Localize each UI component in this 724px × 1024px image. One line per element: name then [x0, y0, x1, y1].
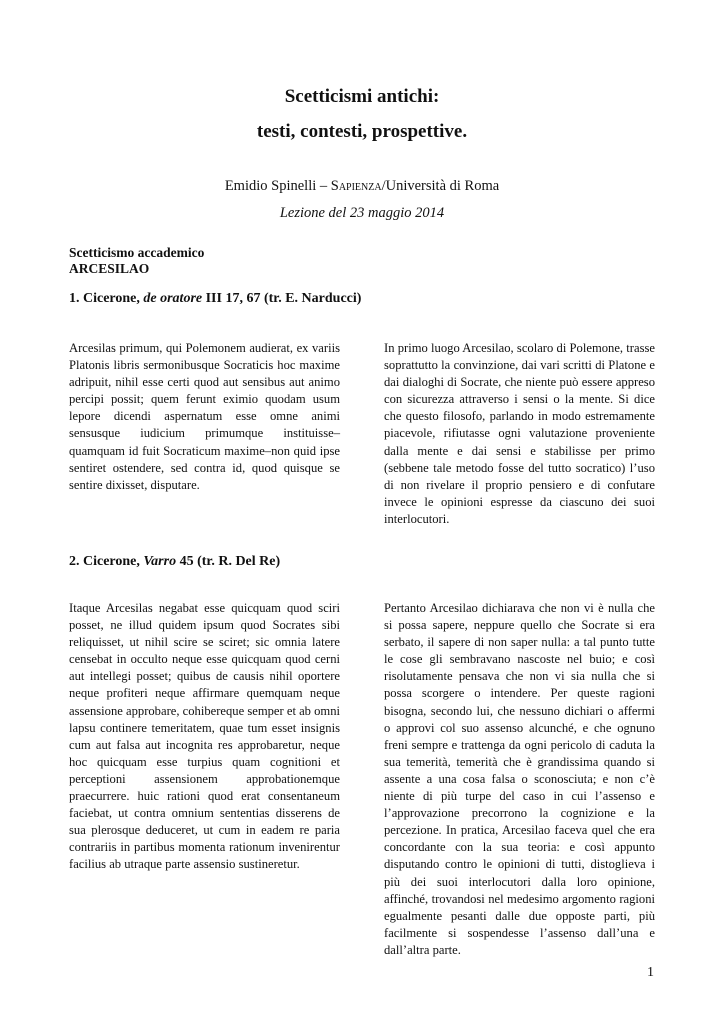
passage-2-latin-text: Itaque Arcesilas negabat esse quicquam quod sciri posset, ne illud quidem ipsum quod Socrates sibi reliquisset, ut nihil scire se sciret; sic omnia latere censebat in occulto neque esse quicquam quod cerni aut intellegi posset; quibus de causis nihil oportere neque profiteri neque affirmare quemquam neque assensione approbare, cohibereque semper et ab omni lapsu continere temeritatem, quae tum esset insignis cum aut falsa aut incognita res approbaretur, neque hoc quicquam esse turpius quam cognitioni et perceptioni assensionem approbationemque praecurrere. huic rationi quod erat consentaneum faciebat, ut contra omnium sententias disserens de sua plerosque deduceret, ut cum in eadem re paria contrariis in partibus momenta rationum invenirentur facilius ab utraque parte assensio sustineretur.: [69, 601, 341, 872]
passage-2-heading-work: Varro: [143, 554, 177, 569]
passage-1-heading: [69, 291, 361, 307]
passage-2-italian-text: Pertanto Arcesilao dichiarava che non vi è nulla che si possa sapere, neppure quello che Socrate si era serbato, il sapere di non saper nulla: a tal punto tutte le cose gli sembravano nascoste nel buio; e così risolutamente pensava che non vi sia nulla che si possa scorgere o intendere. Per queste ragioni bisogna, secondo lui, che nessuno dichiari o affermi o approvi col suo assenso alcunché, e che ognuno freni sempre e trattenga da ogni pericolo di caduta la sua temerità, temerità che è grandissima quando si assente a una cosa falsa o sconosciuta; e non c’è niente di più turpe del caso in cui l’assenso e l’approvazione precorrono la cognizione e la percezione. In pratica, Arcesilao faceva quel che era concordante con la sua teoria: e così appunto disputando contro le opinioni di tutti, distoglieva i più dei suoi interlocutori dalla loro opinione, affinché, trovandosi nel medesimo argomento ragioni egualmente pesanti dalle due opposte parti, più facilmente si sospendesse l’assenso dall’una e dall’altra parte.: [384, 601, 655, 957]
passage-2-heading: [69, 554, 280, 570]
author-name: Emidio Spinelli –: [224, 178, 331, 194]
passage-2-heading-prefix: 2. Cicerone,: [69, 554, 144, 569]
passage-2-heading-suffix: 45 (tr. R. Del Re): [176, 554, 281, 569]
passage-1-latin-text: Arcesilas primum, qui Polemonem audierat, ex variis Platonis libris sermonibusque Socraticis hoc maxime adripuit, nihil esse certi quod aut sensibus aut animo percipi possit; quem ferunt eximio quodam usum lepore dicendi aspernatum esse omne animi sensusque iudicium primumque instituisse–quamquam id fuit Socraticum maxime–non quid ipse sentiret ostendere, sed contra id, quod quisque se sentire dixisset, disputare.: [69, 341, 340, 492]
document-title: Scetticismi antichi:: [284, 86, 440, 107]
page-number: 1: [647, 965, 654, 980]
passage-1-heading-prefix: 1. Cicerone,: [69, 291, 144, 306]
passage-1-heading-work: de oratore: [143, 291, 203, 306]
document-subtitle: testi, contesti, prospettive.: [256, 121, 468, 142]
institution-smallcaps: Sapienza: [330, 178, 382, 194]
passage-1-italian-text: In primo luogo Arcesilao, scolaro di Polemone, trasse soprattutto la convinzione, dai vari scritti di Platone e dai dialoghi di Socrate, che niente può essere appreso con sicurezza attraverso i sensi o la mente. Si dice che questo filosofo, parlando in modo estremamente piacevole, rifiutasse ogni valutazione proveniente dalla mente e dai sensi e stabilisse per primo (sebbene tale metodo fosse del tutto socratico) l’uso di non rivelare il proprio pensiero e di confutare invece le opinioni espresse da ciascuno dei suoi interlocutori.: [384, 341, 655, 526]
institution-rest: /Università di Roma: [381, 178, 500, 194]
lesson-date: Lezione del 23 maggio 2014: [279, 205, 445, 221]
passage-1-heading-suffix: III 17, 67 (tr. E. Narducci): [202, 291, 362, 306]
author-line: [0, 178, 724, 195]
section-title: Scetticismo accademico: [69, 245, 205, 260]
section-subtitle: ARCESILAO: [69, 261, 150, 276]
